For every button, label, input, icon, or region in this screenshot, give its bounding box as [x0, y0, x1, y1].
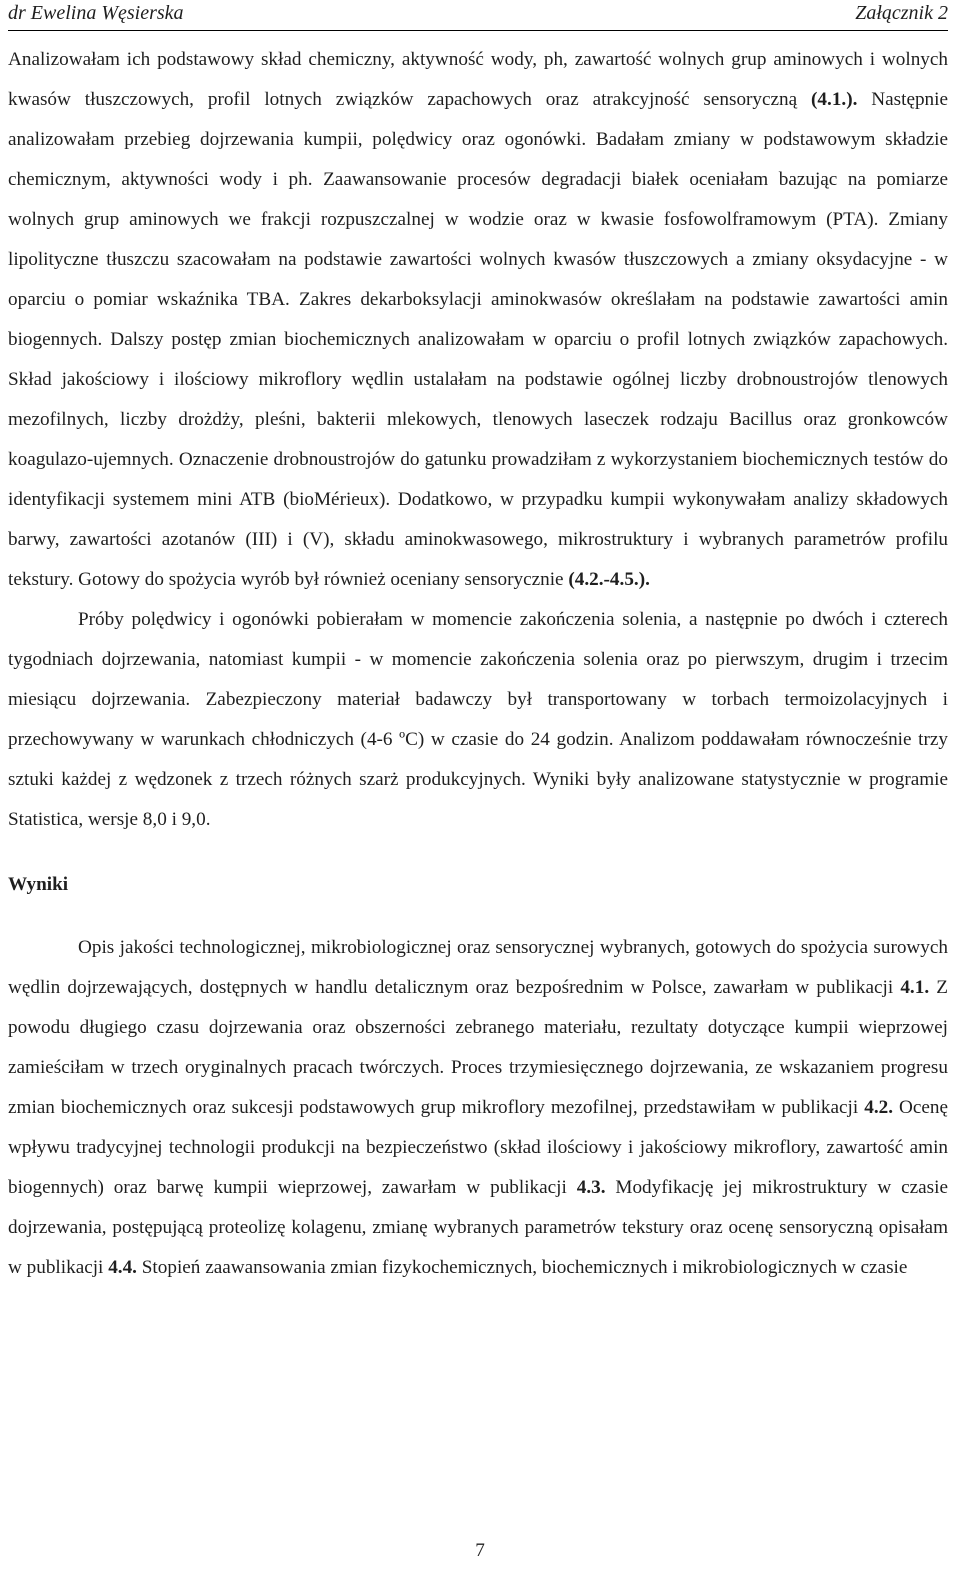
paragraph-text: Następnie analizowałam przebieg dojrzewania kumpii, polędwicy oraz ogonówki. Badałam zmiany w podstawowym składzie chemicznym, aktywności wody i ph. Zaawansowanie procesów degradacji białek oceniałam bazując na pomiarze wolnych grup aminowych we frakcji rozpuszczalnej w wodzie oraz w kwasie fosfowolframowym (PTA). Zmiany lipolityczne tłuszczu szacowałam na podstawie zawartości wolnych kwasów tłuszczowych a zmiany oksydacyjne - w oparciu o pomiar wskaźnika TBA. Zakres dekarboksylacji aminokwasów określałam na podstawie zawartości amin biogennych. Dalszy postęp zmian biochemicznych analizowałam w oparciu o profil lotnych związków zapachowych. Skład jakościowy i ilościowy mikroflory wędlin ustalałam na podstawie ogólnej liczby drobnoustrojów tlenowych mezofilnych, liczby drożdży, pleśni, bakterii mlekowych, tlenowych laseczek rodzaju Bacillus oraz gronkowców koagulazo-ujemnych. Oznaczenie drobnoustrojów do gatunku prowadziłam z wykorzystaniem biochemicznych testów do identyfikacji systemem mini ATB (bioMérieux). Dodatkowo, w przypadku kumpii wykonywałam analizy składowych barwy, zawartości azotanów (III) i (V), składu aminokwasowego, mikrostruktury i wybranych parametrów profilu tekstury. Gotowy do spożycia wyrób był również oceniany sensorycznie [8, 89, 948, 590]
publication-reference: (4.1.). [811, 89, 858, 110]
paragraph-text: Z powodu długiego czasu dojrzewania oraz obszerności zebranego materiału, rezultaty dotyczące kumpii wieprzowej zamieściłam w trzech oryginalnych pracach twórczych. Proces trzymiesięcznego dojrzewania, ze wskazaniem progresu zmian biochemicznych oraz sukcesji podstawowych grup mikroflory mezofilnej, przedstawiłam w publikacji [8, 977, 948, 1118]
paragraph-methods [8, 40, 948, 600]
page-number: 7 [475, 1540, 485, 1561]
paragraph-text: Próby polędwicy i ogonówki pobierałam w momencie zakończenia solenia, a następnie po dwóch i czterech tygodniach dojrzewania, natomiast kumpii - w momencie zakończenia solenia oraz po pierwszym, drugim i trzecim miesiącu dojrzewania. Zabezpieczony materiał badawczy był transportowany w torbach termoizolacyjnych i przechowywany w warunkach chłodniczych (4-6 ºC) w czasie do 24 godzin. Analizom poddawałam równocześnie trzy sztuki każdej z wędzonek z trzech różnych szarż produkcyjnych. Wyniki były analizowane statystycznie w programie Statistica, wersje 8,0 i 9,0. [8, 609, 948, 830]
publication-reference: (4.2.-4.5.). [568, 569, 650, 590]
publication-reference: 4.4. [108, 1257, 137, 1278]
publication-reference: 4.2. [864, 1097, 893, 1118]
paragraph-text: Opis jakości technologicznej, mikrobiologicznej oraz sensorycznej wybranych, gotowych do spożycia surowych wędlin dojrzewających, dostępnych w handlu detalicznym oraz bezpośrednim w Polsce, zawarłam w publikacji [8, 937, 948, 998]
header-author: dr Ewelina Węsierska [8, 2, 184, 24]
paragraph-results [8, 928, 948, 1288]
paragraph-text: Modyfikację jej mikrostruktury w czasie dojrzewania, postępującą proteolizę kolagenu, zmianę wybranych parametrów tekstury oraz ocenę sensoryczną opisałam w publikacji [8, 1177, 948, 1278]
section-heading: Wyniki [8, 874, 69, 895]
header-attachment: Załącznik 2 [855, 2, 948, 24]
page-header [8, 0, 948, 31]
paragraph-text: Stopień zaawansowania zmian fizykochemicznych, biochemicznych i mikrobiologicznych w czasie [136, 1257, 908, 1278]
paragraph-sampling [8, 600, 948, 840]
paragraph-text: Ocenę wpływu tradycyjnej technologii produkcji na bezpieczeństwo (skład ilościowy i jakościowy mikroflory, zawartość amin biogennych) oraz barwę kumpii wieprzowej, zawarłam w publikacji [8, 1097, 949, 1198]
document-body [8, 40, 948, 1288]
publication-reference: 4.1. [900, 977, 930, 998]
publication-reference: 4.3. [576, 1177, 606, 1198]
paragraph-text: Analizowałam ich podstawowy skład chemiczny, aktywność wody, ph, zawartość wolnych grup aminowych i wolnych kwasów tłuszczowych, profil lotnych związków zapachowych oraz atrakcyjność sensoryczną [8, 49, 948, 110]
